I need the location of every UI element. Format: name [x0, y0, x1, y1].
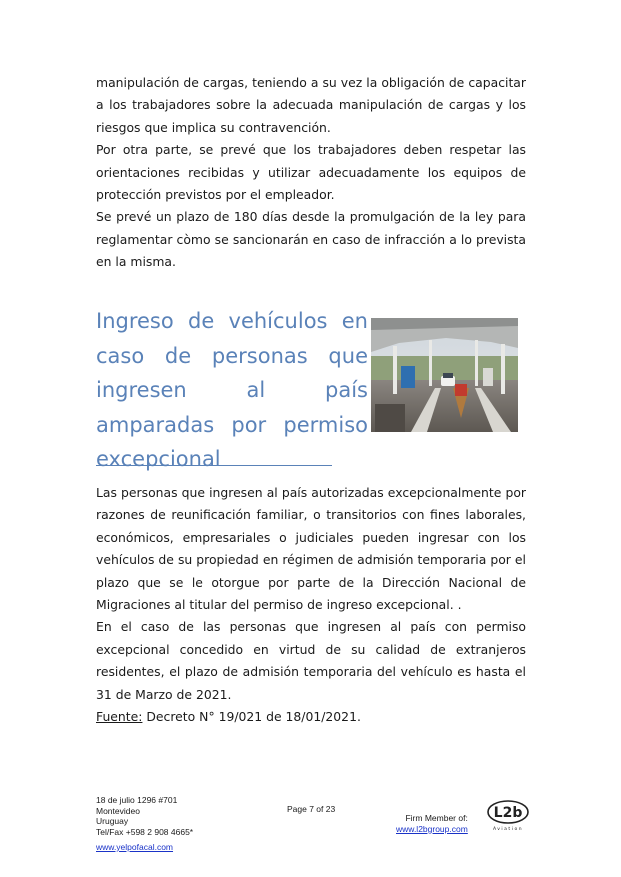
l2b-aviation-logo: [482, 799, 534, 833]
firm-label: Firm Member of:: [405, 813, 468, 823]
source-text: Decreto N° 19/021 de 18/01/2021.: [142, 709, 361, 725]
page-number: Page 7 of 23: [287, 804, 336, 814]
body-paragraph-2: [96, 482, 526, 728]
paragraph-line: Se prevé un plazo de 180 días desde la promulgación de la ley para reglamentar còmo se sancionarán en caso de infracción a lo prevista en la misma.: [96, 209, 526, 270]
firm-link[interactable]: www.l2bgroup.com: [396, 823, 468, 834]
border-checkpoint-photo: [371, 318, 518, 432]
address-line: Uruguay: [96, 816, 129, 826]
heading-divider: [96, 465, 332, 466]
footer-website: [96, 842, 173, 853]
firm-member: [396, 813, 468, 834]
paragraph-line: Las personas que ingresen al país autorizadas excepcionalmente por razones de reunificación familiar, o transitorios con fines laborales, económicos, empresariales o judiciales pueden ingresar con los vehículos de su propiedad en régimen de admisión temporaria por el plazo que se le otorgue por parte de la Dirección Nacional de Migraciones al titular del permiso de ingreso excepcional. .: [96, 485, 526, 613]
address-line: Tel/Fax +598 2 908 4665*: [96, 826, 194, 837]
paragraph-line: En el caso de las personas que ingresen al país con permiso excepcional concedido en virtud de su calidad de extranjeros residentes, el plazo de admisión temporaria del vehículo es hasta el 31 de Marzo de 2021.: [96, 619, 526, 702]
footer-address: [96, 795, 193, 837]
logo-mark: L2b: [493, 805, 523, 821]
address-line: 18 de julio 1296 #701: [96, 795, 178, 805]
section-heading: Ingreso de vehículos en caso de personas que ingresen al país amparadas por permiso excepcional: [96, 309, 368, 471]
logo-subtext: Aviation: [492, 827, 524, 832]
address-line: Montevideo: [96, 805, 140, 816]
paragraph-line: Por otra parte, se prevé que los trabajadores deben respetar las orientaciones recibidas y utilizar adecuadamente los equipos de protección previstos por el empleador.: [96, 142, 526, 203]
source-line: [96, 706, 526, 728]
body-paragraph-1: [96, 72, 526, 274]
paragraph-line: manipulación de cargas, teniendo a su vez la obligación de capacitar a los trabajadores sobre la adecuada manipulación de cargas y los riesgos que implica su contravención.: [96, 75, 526, 135]
website-link[interactable]: www.yelpofacal.com: [96, 842, 174, 852]
source-label: Fuente:: [96, 709, 143, 725]
